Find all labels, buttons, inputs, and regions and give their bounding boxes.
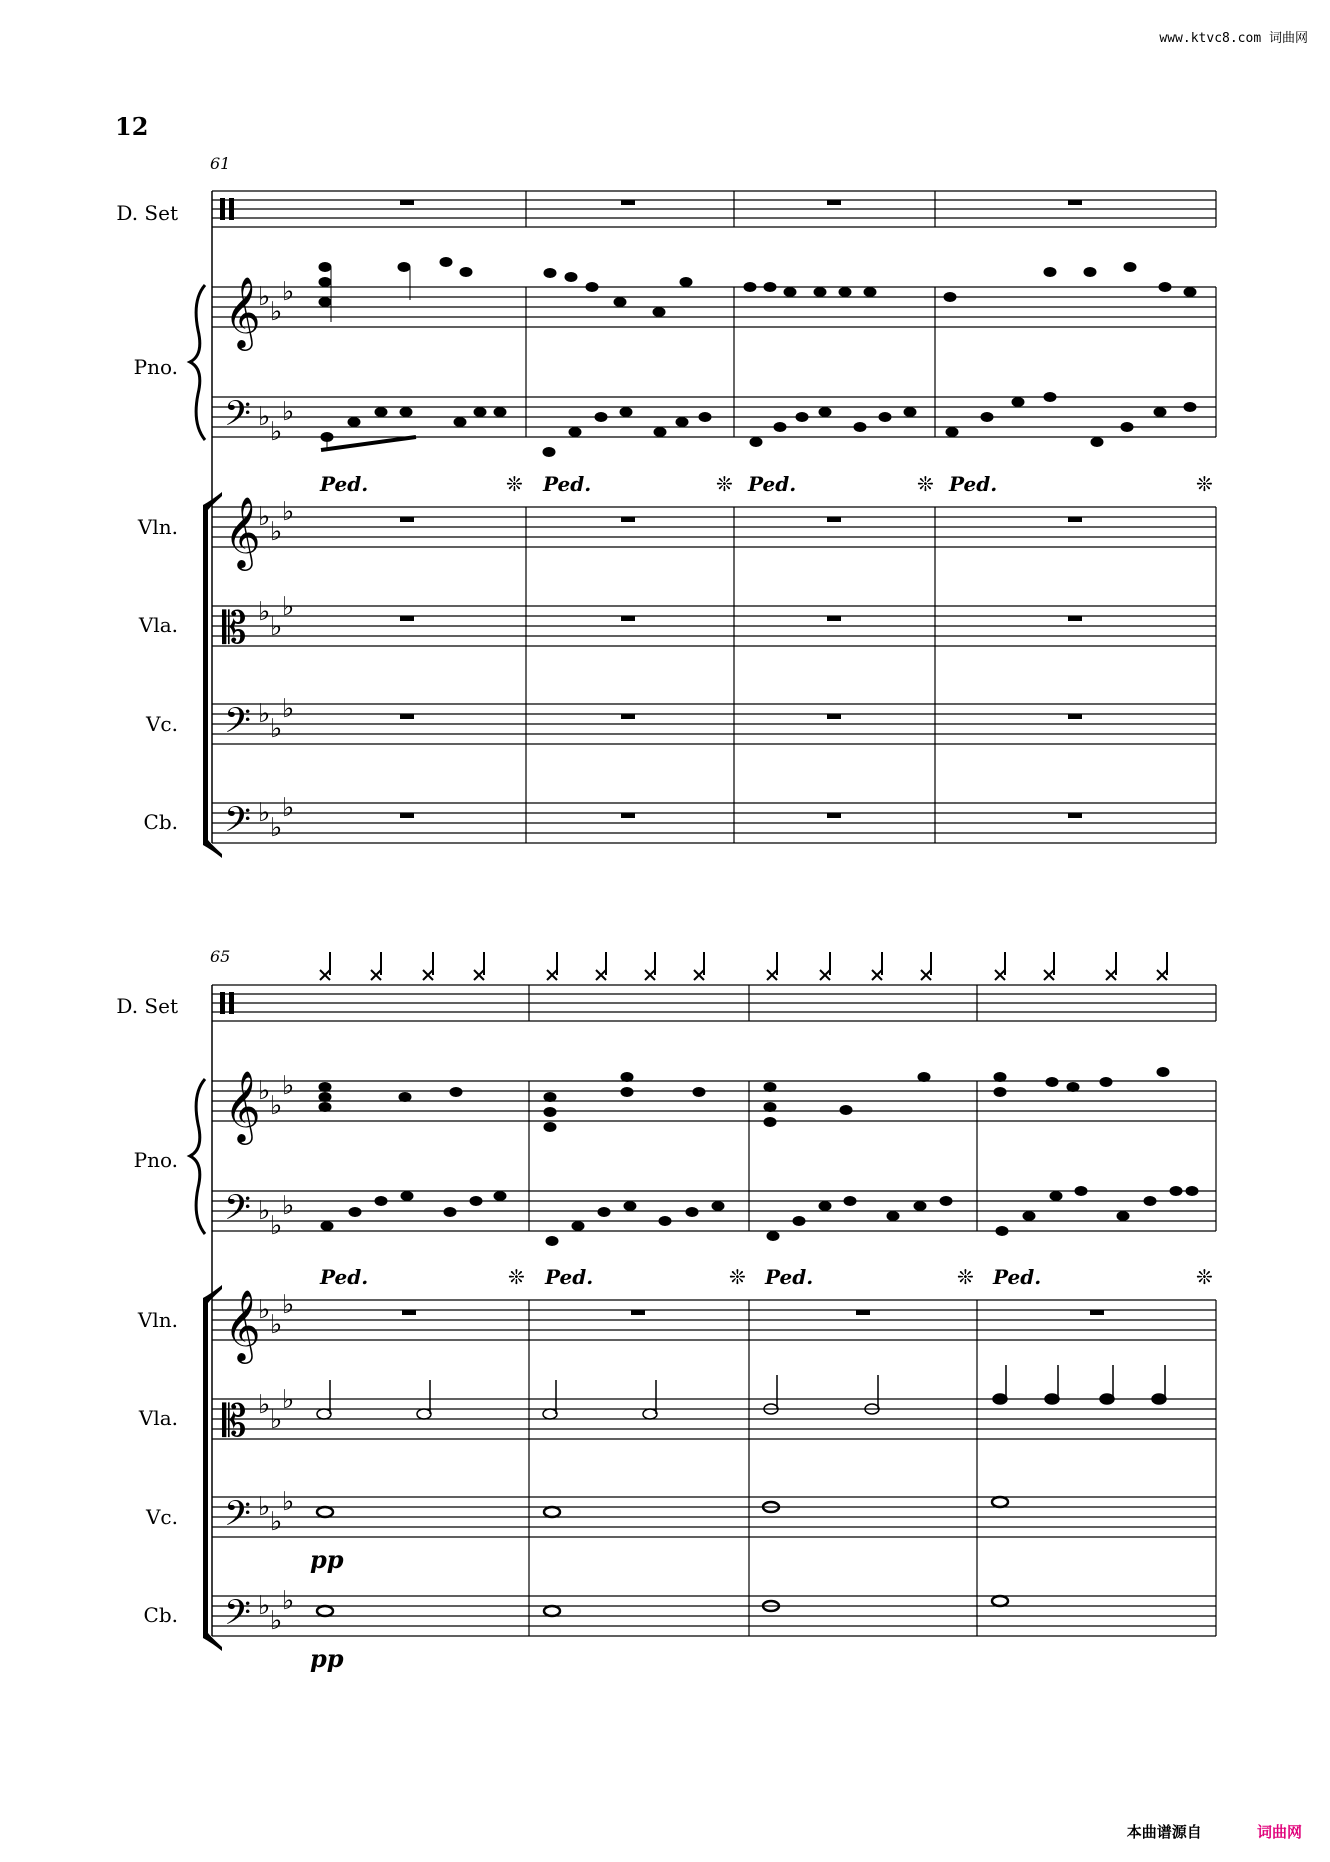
svg-text:♭: ♭ <box>270 417 283 447</box>
svg-text:♭: ♭ <box>258 798 271 828</box>
svg-text:♭: ♭ <box>282 1586 295 1616</box>
staff-viola-1 <box>212 606 1216 646</box>
label-drums-2: D. Set <box>116 994 178 1018</box>
staff-bass-2 <box>212 1596 1216 1636</box>
svg-text:♭: ♭ <box>258 282 271 312</box>
svg-text:♭: ♭ <box>282 397 295 427</box>
pedal-release: ❊ <box>1196 1265 1213 1289</box>
pedal-mark: Ped. <box>320 1265 369 1289</box>
pedal-release: ❊ <box>506 472 523 496</box>
label-bass-1: Cb. <box>143 810 178 834</box>
footer-source: 本曲谱源自 <box>1126 1823 1202 1841</box>
header-site-cn: 词曲网 <box>1268 31 1308 46</box>
staff-violin-2 <box>212 1300 1216 1340</box>
svg-text:♭: ♭ <box>270 1310 283 1340</box>
svg-text:♭: ♭ <box>282 1385 295 1415</box>
pedal-mark: Ped. <box>949 472 998 496</box>
svg-text:♭: ♭ <box>258 699 271 729</box>
svg-text:♭: ♭ <box>282 497 295 527</box>
treble-clef-piano-2: 𝄞 <box>224 1069 261 1142</box>
measure-number-system-1: 61 <box>210 154 231 173</box>
bass-clef-bass-2: 𝄢 <box>224 1592 252 1641</box>
staff-viola-2 <box>212 1399 1216 1439</box>
svg-text:♭: ♭ <box>282 277 295 307</box>
svg-text:♭: ♭ <box>258 502 271 532</box>
piano-notes-system-2 <box>319 1068 1198 1246</box>
key-signatures <box>258 277 294 1636</box>
staff-piano-bass-2 <box>212 1191 1216 1231</box>
svg-text:♭: ♭ <box>270 813 283 843</box>
page-number: 12 <box>115 112 149 141</box>
staff-bass-1 <box>212 803 1216 843</box>
svg-text:♭: ♭ <box>270 1606 283 1636</box>
pedal-release: ❊ <box>729 1265 746 1289</box>
svg-text:♭: ♭ <box>270 612 283 642</box>
svg-text:♭: ♭ <box>258 1492 271 1522</box>
svg-text:♭: ♭ <box>282 1487 295 1517</box>
bass-clef-cello-2: 𝄢 <box>224 1493 252 1542</box>
pedal-mark: Ped. <box>748 472 797 496</box>
svg-text:♭: ♭ <box>270 1091 283 1121</box>
treble-clef-violin-1: 𝄞 <box>224 495 261 568</box>
svg-text:♭: ♭ <box>258 1076 271 1106</box>
staff-piano-treble-1 <box>212 287 1216 327</box>
svg-text:♭: ♭ <box>270 1507 283 1537</box>
bass-clef-cello-1: 𝄢 <box>224 700 252 749</box>
staff-drums-1 <box>212 191 1216 227</box>
svg-text:♭: ♭ <box>270 714 283 744</box>
bass-clef-bass-1: 𝄢 <box>224 799 252 848</box>
pedal-mark: Ped. <box>993 1265 1042 1289</box>
header-url: www.ktvc8.com <box>1159 31 1262 46</box>
staff-piano-treble-2 <box>212 1081 1216 1121</box>
pedal-mark: Ped. <box>543 472 592 496</box>
bass-clef-piano-2: 𝄢 <box>224 1187 252 1236</box>
svg-text:♭: ♭ <box>258 597 271 627</box>
svg-text:♭: ♭ <box>258 402 271 432</box>
dynamic-bass: pp <box>310 1644 344 1673</box>
label-viola-2: Vla. <box>138 1406 178 1430</box>
label-piano-1: Pno. <box>133 355 178 379</box>
staff-piano-bass-1 <box>212 397 1216 437</box>
svg-text:♭: ♭ <box>282 1071 295 1101</box>
label-cello-2: Vc. <box>145 1505 178 1529</box>
label-violin-2: Vln. <box>137 1308 178 1332</box>
alto-clef-viola-2: 𝄡 <box>222 1396 247 1447</box>
label-drums-1: D. Set <box>116 201 178 225</box>
pedal-release: ❊ <box>1196 472 1213 496</box>
rests-system-2 <box>402 1310 1104 1315</box>
svg-text:♭: ♭ <box>282 1191 295 1221</box>
staff-cello-1 <box>212 704 1216 744</box>
svg-text:♭: ♭ <box>270 1211 283 1241</box>
treble-clef-piano-1: 𝄞 <box>224 275 261 348</box>
svg-text:♭: ♭ <box>258 1295 271 1325</box>
pedal-mark: Ped. <box>320 472 369 496</box>
staff-violin-1 <box>212 507 1216 547</box>
label-piano-2: Pno. <box>133 1148 178 1172</box>
pedal-release: ❊ <box>716 472 733 496</box>
footer <box>1127 1821 1302 1842</box>
label-viola-1: Vla. <box>138 613 178 637</box>
pedal-release: ❊ <box>917 472 934 496</box>
svg-text:♭: ♭ <box>258 1196 271 1226</box>
svg-text:♭: ♭ <box>282 1290 295 1320</box>
svg-text:♭: ♭ <box>258 1390 271 1420</box>
label-violin-1: Vln. <box>137 515 178 539</box>
svg-text:♭: ♭ <box>282 793 295 823</box>
viola-notes-system-2 <box>317 1365 1166 1419</box>
measure-number-system-2: 65 <box>210 947 231 966</box>
label-cello-1: Vc. <box>145 712 178 736</box>
pedal-mark: Ped. <box>545 1265 594 1289</box>
pedal-mark: Ped. <box>765 1265 814 1289</box>
pedal-release: ❊ <box>957 1265 974 1289</box>
svg-text:♭: ♭ <box>270 517 283 547</box>
svg-text:♭: ♭ <box>270 1405 283 1435</box>
svg-text:♭: ♭ <box>258 1591 271 1621</box>
svg-text:♭: ♭ <box>282 694 295 724</box>
dynamic-cello: pp <box>310 1545 344 1574</box>
pedal-release: ❊ <box>508 1265 525 1289</box>
drum-hits-system-2 <box>320 952 1167 980</box>
alto-clef-viola-1: 𝄡 <box>222 603 247 654</box>
footer-brand[interactable]: 词曲网 <box>1256 1823 1302 1841</box>
bass-clef-piano-1: 𝄢 <box>224 393 252 442</box>
staff-cello-2 <box>212 1497 1216 1537</box>
rests-system-1 <box>400 200 1082 818</box>
low-strings-whole-notes <box>317 1497 1008 1616</box>
staff-drums-2 <box>212 985 1216 1021</box>
label-bass-2: Cb. <box>143 1603 178 1627</box>
treble-clef-violin-2: 𝄞 <box>224 1288 261 1361</box>
svg-text:♭: ♭ <box>270 297 283 327</box>
svg-text:♭: ♭ <box>282 592 295 622</box>
